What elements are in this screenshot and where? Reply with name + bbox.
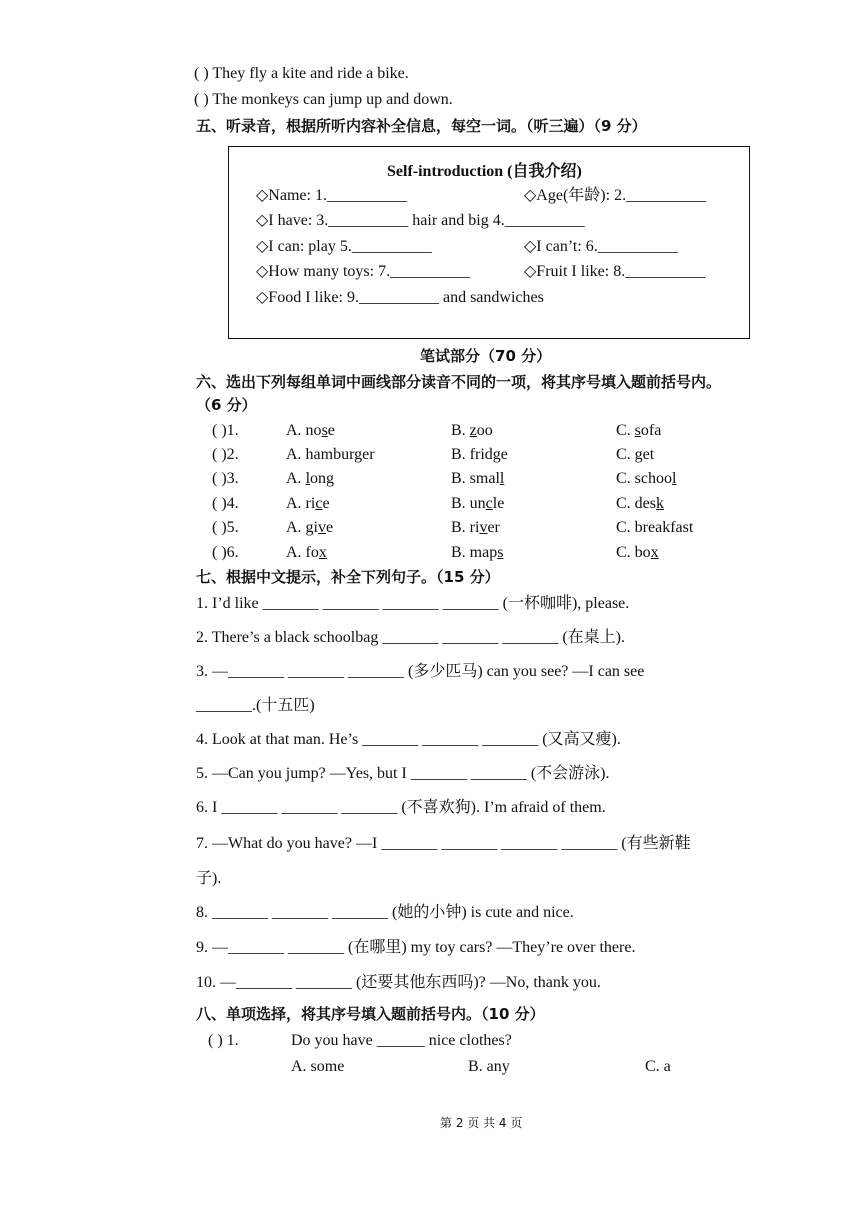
word-part: ofa	[640, 422, 662, 439]
word-part: le	[492, 495, 505, 512]
option-b	[451, 518, 500, 538]
fill-sentence-10: 10. —_______ _______ (还要其他东西吗)? —No, thank you.	[196, 974, 601, 991]
word-part: urger	[341, 446, 375, 463]
mc-option-a: A. some	[291, 1058, 345, 1075]
form-line-cant: ◇I can’t: 6.__________	[524, 238, 678, 255]
word-part: B. smal	[451, 470, 500, 487]
word-part: dge	[484, 446, 508, 463]
word-part: C.	[616, 446, 635, 463]
word-part: e	[322, 495, 330, 512]
fill-sentence-2: 2. There’s a black schoolbag _______ _______ _______ (在桌上).	[196, 629, 625, 646]
underlined-letters: l	[305, 470, 311, 487]
underlined-letters: v	[318, 519, 326, 536]
underlined-letters: x	[318, 544, 327, 561]
word-part: ong	[310, 470, 335, 487]
section-8-heading: 八、单项选择，将其序号填入题前括号内。（10 分）	[196, 1005, 545, 1023]
option-c	[616, 518, 693, 538]
section-6-heading: 六、选出下列每组单词中画线部分读音不同的一项，将其序号填入题前括号内。	[196, 373, 722, 391]
option-c	[616, 469, 676, 489]
listening-item-line: ( ) They fly a kite and ride a bike.	[194, 65, 409, 82]
mc-question-number: ( ) 1.	[208, 1032, 239, 1049]
form-line-have: ◇I have: 3.__________ hair and big 4.__________	[256, 212, 585, 229]
answer-bracket-number: ( )2.	[212, 446, 239, 463]
option-a	[286, 494, 330, 514]
fill-sentence-8: 8. _______ _______ _______ (她的小钟) is cute and nice.	[196, 904, 574, 921]
word-part: B.	[451, 422, 470, 439]
option-c	[616, 543, 659, 563]
underlined-letters: l	[499, 470, 505, 487]
option-b	[451, 543, 503, 563]
word-part: B. ri	[451, 519, 480, 536]
answer-bracket-number: ( )6.	[212, 544, 239, 561]
fill-sentence-4: 4. Look at that man. He’s _______ _______ _______ (又高又瘦).	[196, 731, 621, 748]
word-part: B. map	[451, 544, 498, 561]
fill-sentence-5: 5. —Can you jump? —Yes, but I _______ _______ (不会游泳).	[196, 765, 610, 782]
underlined-letters: s	[321, 422, 328, 439]
underlined-letters: x	[650, 544, 659, 561]
fill-sentence-3: 3. —_______ _______ _______ (多少匹马) can you see? —I can see	[196, 663, 645, 680]
form-line-age: ◇Age(年龄): 2.__________	[524, 187, 707, 204]
answer-bracket-number: ( )1.	[212, 422, 239, 439]
option-c	[616, 421, 661, 441]
mc-option-b: B. any	[468, 1058, 510, 1075]
option-a	[286, 518, 333, 538]
option-a	[286, 445, 375, 465]
option-b	[451, 494, 504, 514]
answer-bracket-number: ( )5.	[212, 519, 239, 536]
option-c	[616, 494, 664, 514]
option-b	[451, 469, 504, 489]
word-part: A. gi	[286, 519, 318, 536]
mc-question-stem: Do you have ______ nice clothes?	[291, 1032, 512, 1049]
word-part: C.	[616, 422, 635, 439]
option-c	[616, 445, 654, 465]
word-part: get	[634, 446, 655, 463]
word-part: B. fri	[451, 446, 485, 463]
answer-bracket-number: ( )3.	[212, 470, 239, 487]
underlined-letters: z	[469, 422, 477, 439]
word-part: C. schoo	[616, 470, 672, 487]
word-part: e	[327, 422, 335, 439]
word-part: er	[487, 519, 500, 536]
fill-sentence-9: 9. —_______ _______ (在哪里) my toy cars? —They’re over there.	[196, 939, 636, 956]
fill-sentence-6: 6. I _______ _______ _______ (不喜欢狗). I’m afraid of them.	[196, 799, 606, 816]
listening-item-line: ( ) The monkeys can jump up and down.	[194, 91, 453, 108]
form-line-name: ◇Name: 1.__________	[256, 187, 407, 204]
form-line-can: ◇I can: play 5.__________	[256, 238, 432, 255]
section-5-heading: 五、听录音，根据所听内容补全信息，每空一词。（听三遍）（9 分）	[196, 117, 647, 135]
option-b	[451, 421, 493, 441]
section-6-heading-score: （6 分）	[196, 396, 257, 414]
form-line-food: ◇Food I like: 9.__________ and sandwiches	[256, 289, 544, 306]
form-line-fruit: ◇Fruit I like: 8.__________	[524, 263, 706, 280]
option-a	[286, 421, 335, 441]
word-part: oo	[476, 422, 493, 439]
underlined-letters: c	[315, 495, 323, 512]
underlined-letters: s	[634, 422, 641, 439]
page-footer: 第 2 页 共 4 页	[440, 1116, 523, 1130]
form-line-toys: ◇How many toys: 7.__________	[256, 263, 471, 280]
word-part: A. ri	[286, 495, 316, 512]
word-part: e	[326, 519, 334, 536]
fill-sentence-7-cont: 子).	[196, 870, 222, 887]
underlined-letters: s	[497, 544, 504, 561]
mc-option-c: C. a	[645, 1058, 671, 1075]
option-b	[451, 445, 508, 465]
word-part: A. hamb	[286, 446, 342, 463]
word-part: B. un	[451, 495, 486, 512]
word-part: A. no	[286, 422, 322, 439]
underlined-letters: v	[479, 519, 488, 536]
box-title: Self-introduction (自我介绍)	[387, 163, 582, 180]
word-part: C. breakfast	[616, 519, 694, 536]
word-part: A.	[286, 470, 306, 487]
word-part: C. bo	[616, 544, 651, 561]
word-part: C. des	[616, 495, 656, 512]
section-7-heading: 七、根据中文提示，补全下列句子。（15 分）	[196, 568, 500, 586]
word-part: A. fo	[286, 544, 319, 561]
option-a	[286, 543, 327, 563]
underlined-letters: c	[485, 495, 493, 512]
fill-sentence-1: 1. I’d like _______ _______ _______ _______ (一杯咖啡), please.	[196, 595, 630, 612]
answer-bracket-number: ( )4.	[212, 495, 239, 512]
underlined-letters: k	[656, 495, 664, 512]
fill-sentence-7: 7. —What do you have? —I _______ _______ _______ _______ (有些新鞋	[196, 835, 691, 852]
fill-sentence-3-cont: _______.(十五匹)	[196, 697, 315, 714]
option-a	[286, 469, 334, 489]
written-part-title: 笔试部分（70 分）	[420, 347, 552, 365]
underlined-letters: l	[672, 470, 677, 487]
